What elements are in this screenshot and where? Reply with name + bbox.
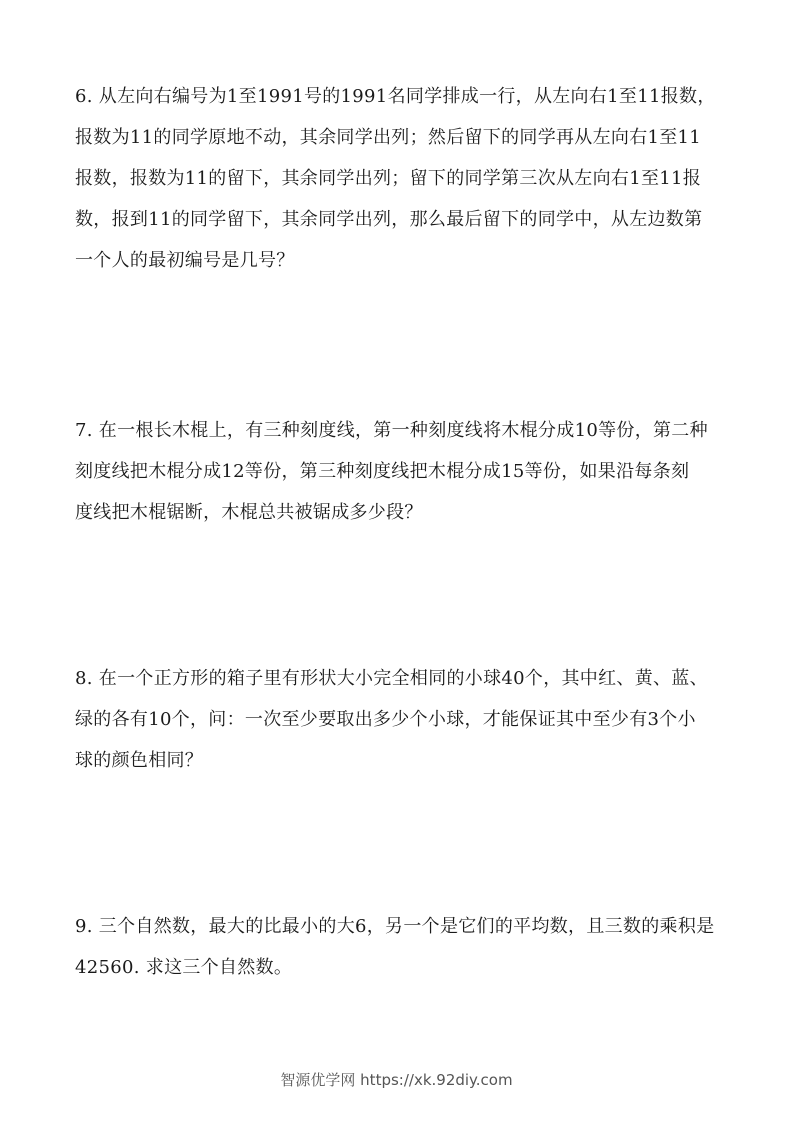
question-6-line-3: 报数，报数为11的留下，其余同学出列；留下的同学第三次从左向右1至11报 (75, 168, 702, 189)
question-7-line-2: 刻度线把木棍分成12等份，第三种刻度线把木棍分成15等份，如果沿每条刻 (75, 461, 690, 482)
question-8-line-3: 球的颜色相同？ (75, 750, 204, 771)
question-6-line-5: 一个人的最初编号是几号？ (75, 250, 295, 271)
question-7 (75, 410, 735, 533)
question-6-line-1: 6. 从左向右编号为1至1991号的1991名同学排成一行，从左向右1至11报数， (75, 86, 716, 107)
question-8-line-1: 8. 在一个正方形的箱子里有形状大小完全相同的小球40个，其中红、黄、蓝、 (75, 668, 708, 689)
question-9-line-1: 9. 三个自然数，最大的比最小的大6，另一个是它们的平均数，且三数的乘积是 (75, 916, 715, 937)
question-6 (75, 76, 735, 281)
question-7-line-1: 7. 在一根长木棍上，有三种刻度线，第一种刻度线将木棍分成10等份，第二种 (75, 420, 708, 441)
question-7-line-3: 度线把木棍锯断，木棍总共被锯成多少段？ (75, 502, 423, 523)
question-9-line-2: 42560. 求这三个自然数。 (75, 957, 293, 978)
footer-watermark: 智源优学网 https://xk.92diy.com (280, 1071, 513, 1089)
question-8 (75, 658, 735, 781)
question-8-line-2: 绿的各有10个，问：一次至少要取出多少个小球，才能保证其中至少有3个小 (75, 709, 696, 730)
question-6-line-4: 数，报到11的同学留下，其余同学出列，那么最后留下的同学中，从左边数第 (75, 209, 703, 230)
question-9 (75, 906, 735, 988)
question-6-line-2: 报数为11的同学原地不动，其余同学出列；然后留下的同学再从左向右1至11 (75, 127, 702, 148)
